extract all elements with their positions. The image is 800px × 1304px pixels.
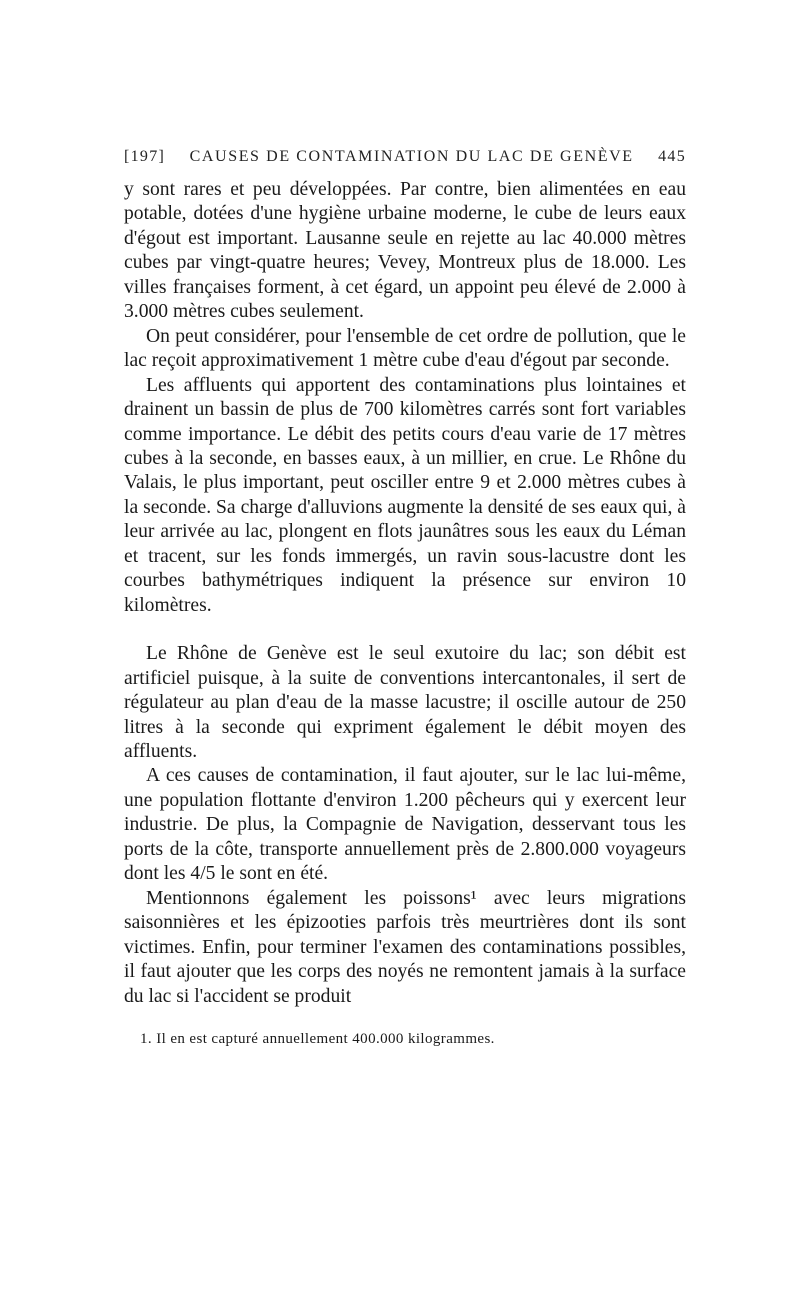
running-title: CAUSES DE CONTAMINATION DU LAC DE GENÈVE [189, 148, 634, 165]
paragraph: y sont rares et peu développées. Par contre, bien alimentées en eau potable, dotées d'une hygiène urbaine moderne, le cube de leurs eaux d'égout est important. Lausanne seule en rejette au lac 40.000 mètres cubes par vingt-quatre heures; Vevey, Montreux plus de 18.000. Les villes françaises forment, à cet égard, un appoint peu élevé de 2.000 à 3.000 mètres cubes seulement. [124, 179, 686, 323]
page-number: 445 [658, 148, 686, 165]
folio-number: [197] [124, 148, 166, 165]
footnote: 1. Il en est capturé annuellement 400.000 kilogrammes. [140, 1030, 495, 1047]
book-page [124, 148, 686, 1049]
paragraph: Le Rhône de Genève est le seul exutoire du lac; son débit est artificiel puisque, à la suite de conventions intercantonales, il sert de régulateur au plan d'eau de la masse lacustre; il oscille autour de 250 litres à la seconde qui expriment également le débit moyen des affluents. [124, 643, 686, 762]
paragraph: Mentionnons également les poissons¹ avec leurs migrations saisonnières et les épizooties parfois très meurtrières dont ils sont victimes. Enfin, pour terminer l'examen des contaminations possibles, il faut ajouter que les corps des noyés ne remontent jamais à la surface du lac si l'accident se produit [124, 887, 686, 1007]
paragraph: Les affluents qui apportent des contaminations plus lointaines et drainent un bassin de plus de 700 kilomètres carrés sont fort variables comme importance. Le débit des petits cours d'eau varie de 17 mètres cubes à la seconde, en basses eaux, à un millier, en crue. Le Rhône du Valais, le plus important, peut osciller entre 9 et 2.000 mètres cubes à la seconde. Sa charge d'alluvions augmente la densité de ses eaux qui, à leur arrivée au lac, plongent en flots jaunâtres sous les eaux du Léman et tracent, sur les fonds immergés, un ravin sous-lacustre dont les courbes bathymétriques indiquent la présence sur environ 10 kilomètres. [124, 374, 686, 616]
paragraph: On peut considérer, pour l'ensemble de cet ordre de pollution, que le lac reçoit approximativement 1 mètre cube d'eau d'égout par seconde. [124, 325, 686, 372]
body-text [124, 178, 686, 1009]
paragraph: A ces causes de contamination, il faut ajouter, sur le lac lui-même, une population flottante d'environ 1.200 pêcheurs qui y exercent leur industrie. De plus, la Compagnie de Navigation, desservant tous les ports de la côte, transporte annuellement près de 2.800.000 voyageurs dont les 4/5 le sont en été. [124, 765, 686, 885]
running-head [124, 148, 686, 178]
